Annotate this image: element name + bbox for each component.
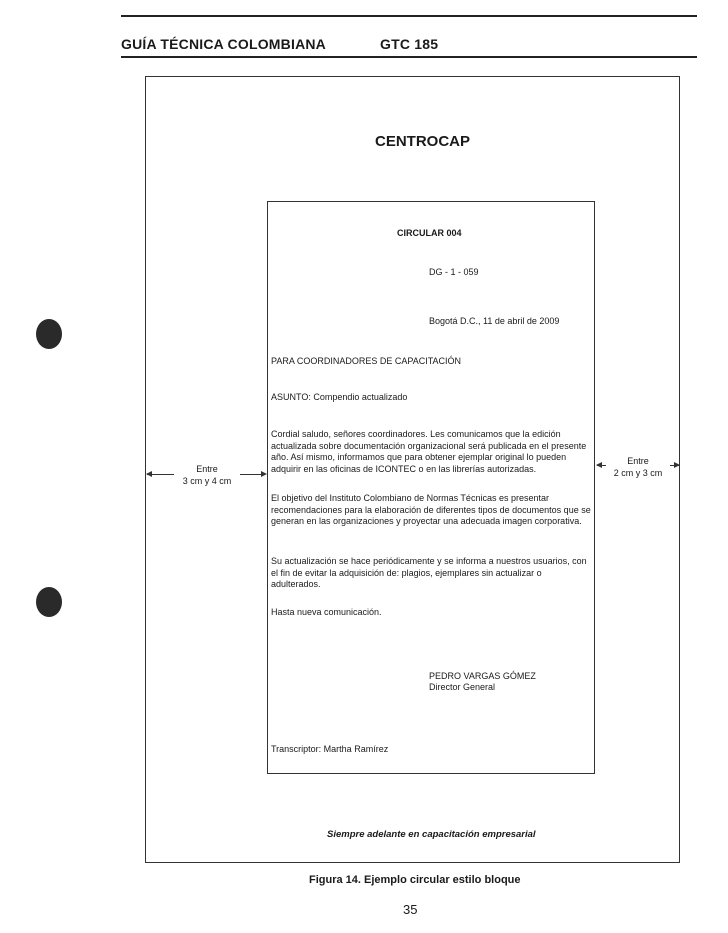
- right-margin-label-line-1: Entre: [627, 456, 649, 466]
- header-top-rule: [121, 15, 697, 17]
- company-name: CENTROCAP: [375, 133, 471, 150]
- header-standard-code: GTC 185: [380, 36, 439, 52]
- header-guide-title: GUÍA TÉCNICA COLOMBIANA: [121, 36, 326, 52]
- left-margin-label-line-2: 3 cm y 4 cm: [182, 475, 232, 486]
- left-margin-label: [174, 464, 240, 487]
- right-margin-label-line-2: 2 cm y 3 cm: [613, 467, 663, 478]
- left-margin-label-line-1: Entre: [196, 464, 218, 474]
- signer-name: PEDRO VARGAS GÓMEZ: [429, 671, 536, 681]
- signer-title: Director General: [429, 682, 496, 692]
- right-margin-label: [606, 456, 670, 479]
- binder-hole-lower: [36, 587, 62, 617]
- letter-paragraph-2: El objetivo del Instituto Colombiano de Normas Técnicas es presentar recomendaciones para la elaboración de diferentes tipos de documentos que se generan en las organizaciones y proyectar una adecuada imagen corporativa.: [271, 493, 591, 526]
- circular-reference: DG - 1 - 059: [429, 267, 479, 277]
- letter-subject: ASUNTO: Compendio actualizado: [271, 392, 408, 402]
- letter-paragraph-4: Hasta nueva comunicación.: [271, 607, 382, 617]
- page-number: 35: [403, 902, 418, 917]
- binder-hole-upper: [36, 319, 62, 349]
- letter-paragraph-1: Cordial saludo, señores coordinadores. Les comunicamos que la edición actualizada sobre documentación organizacional será publicada en el presente año. Así mismo, informamos que para obtener ejemplar original lo pueden adquirir en las oficinas de ICONTEC o en las librerías autorizadas.: [271, 429, 587, 474]
- right-arrowhead-icon: [261, 471, 267, 477]
- right-margin-right-arrowhead-icon: [674, 462, 680, 468]
- figure-caption: Figura 14. Ejemplo circular estilo bloque: [309, 874, 521, 886]
- letter-transcriber: Transcriptor: Martha Ramírez: [271, 744, 389, 754]
- letter-paragraph-3: Su actualización se hace periódicamente y se informa a nuestros usuarios, con el fin de evitar la adquisición de: plagios, ejemplares sin actualizar o adulterados.: [271, 556, 587, 589]
- left-arrowhead-icon: [146, 471, 152, 477]
- company-slogan: Siempre adelante en capacitación empresarial: [327, 829, 536, 840]
- letter-addressee: PARA COORDINADORES DE CAPACITACIÓN: [271, 356, 462, 366]
- circular-title: CIRCULAR 004: [397, 228, 462, 238]
- header-bottom-rule: [121, 56, 697, 58]
- circular-date: Bogotá D.C., 11 de abril de 2009: [429, 316, 560, 326]
- right-margin-left-arrowhead-icon: [596, 462, 602, 468]
